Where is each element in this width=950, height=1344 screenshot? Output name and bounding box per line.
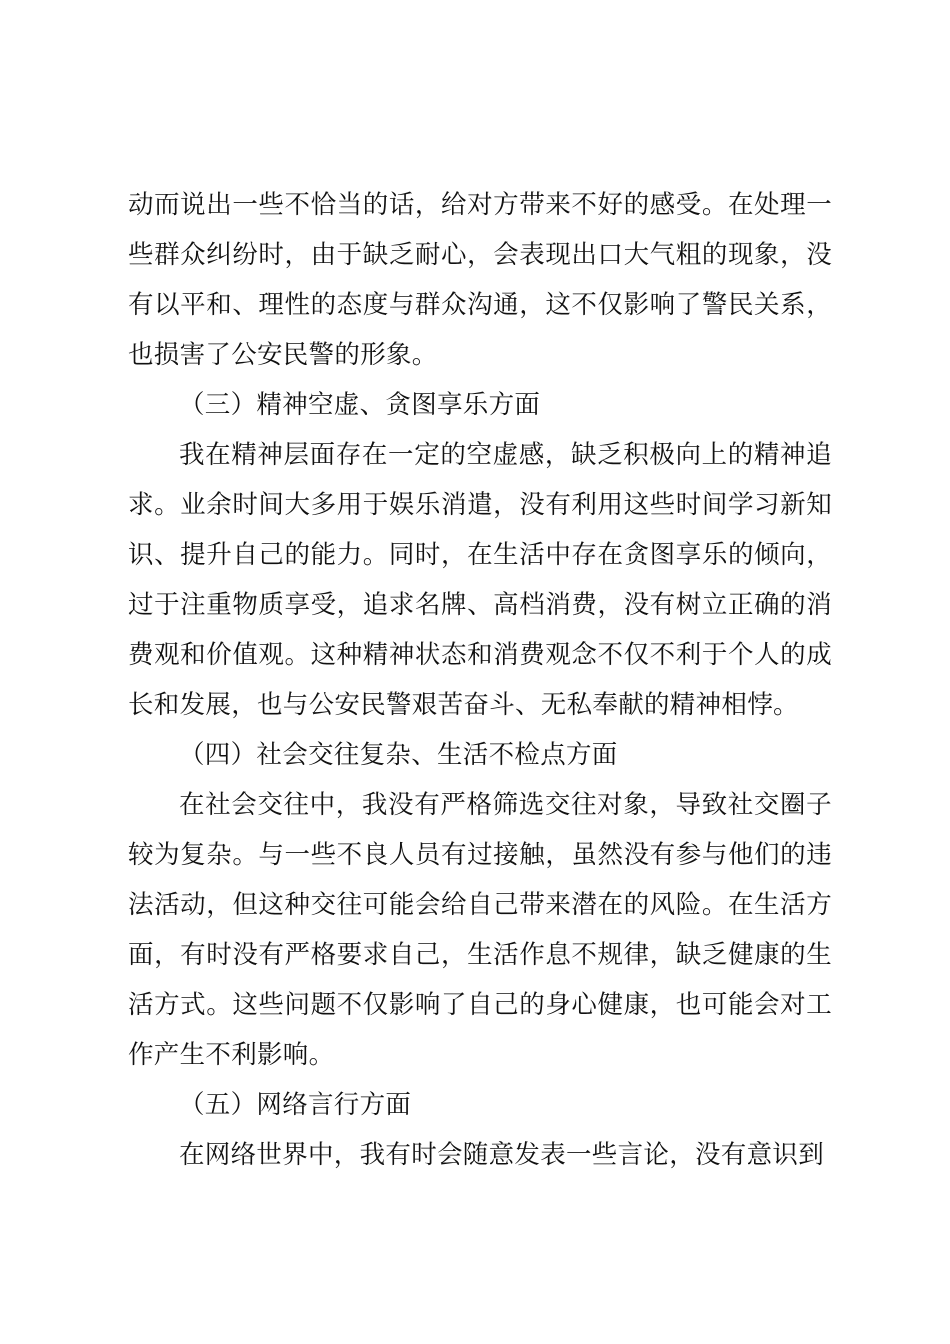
section-heading-3: （三）精神空虚、贪图享乐方面 (179, 390, 541, 420)
section-heading-5: （五）网络言行方面 (179, 1090, 412, 1120)
paragraph-section-3: 我在精神层面存在一定的空虚感，缺乏积极向上的精神追求。业余时间大多用于娱乐消遣，没有利用这些时间学习新知识、提升自己的能力。同时，在生活中存在贪图享乐的倾向，过于注重物质享受，追求名牌、高档消费，没有树立正确的消费观和价值观。这种精神状态和消费观念不仅不利于个人的成长和发展，也与公安民警艰苦奋斗、无私奉献的精神相悖。 (128, 440, 832, 720)
document-body (128, 180, 832, 1180)
paragraph-section-5: 在网络世界中，我有时会随意发表一些言论，没有意识到 (179, 1140, 825, 1170)
section-heading-4: （四）社会交往复杂、生活不检点方面 (179, 740, 618, 770)
paragraph-section-4: 在社会交往中，我没有严格筛选交往对象，导致社交圈子较为复杂。与一些不良人员有过接触，虽然没有参与他们的违法活动，但这种交往可能会给自己带来潜在的风险。在生活方面，有时没有严格要求自己，生活作息不规律，缺乏健康的生活方式。这些问题不仅影响了自己的身心健康，也可能会对工作产生不利影响。 (128, 790, 832, 1070)
paragraph-continued: 动而说出一些不恰当的话，给对方带来不好的感受。在处理一些群众纠纷时，由于缺乏耐心，会表现出口大气粗的现象，没有以平和、理性的态度与群众沟通，这不仅影响了警民关系，也损害了公安民警的形象。 (128, 190, 832, 370)
